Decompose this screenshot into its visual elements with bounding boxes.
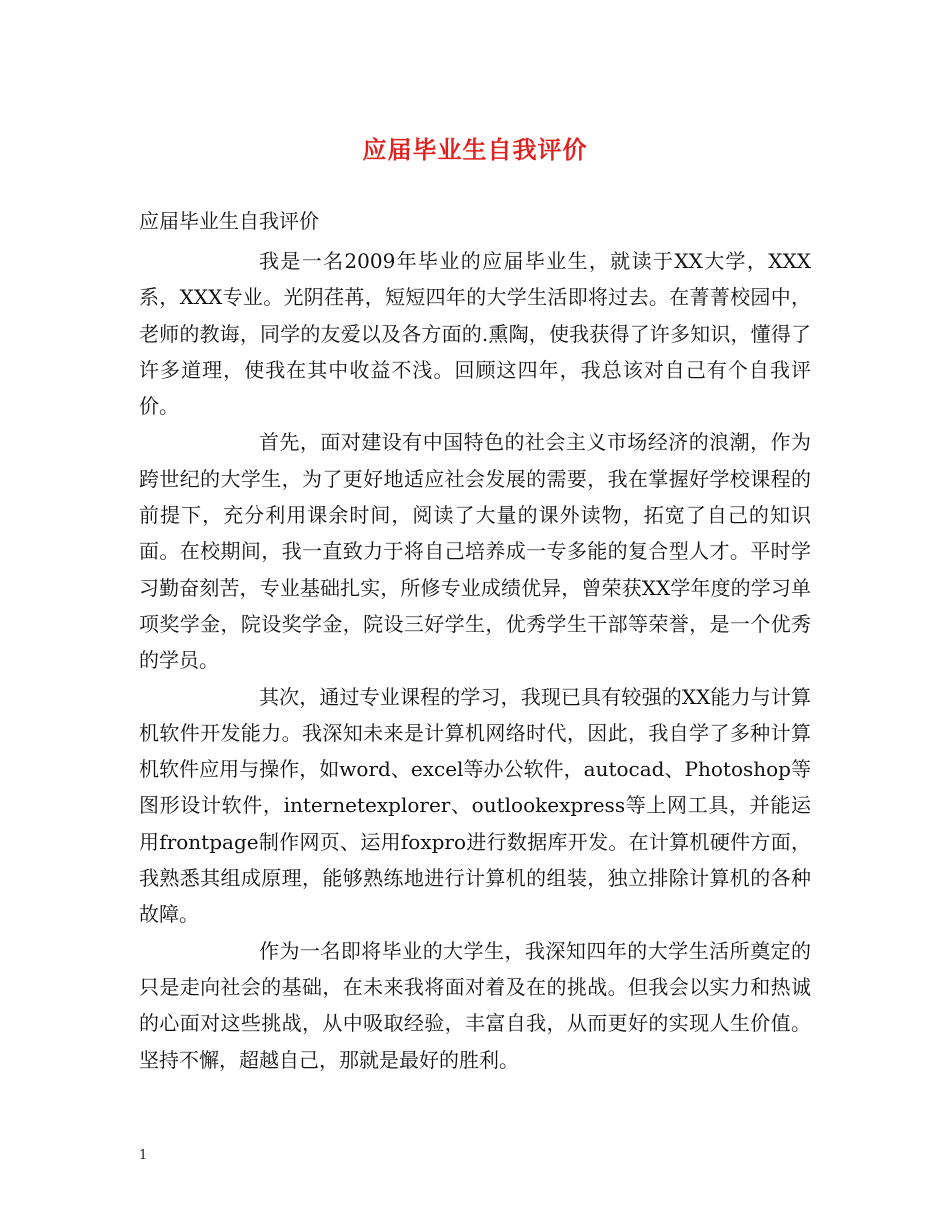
paragraph-study: 首先，面对建设有中国特色的社会主义市场经济的浪潮，作为跨世纪的大学生，为了更好地适应社会发展的需要，我在掌握好学校课程的前提下，充分利用课余时间，阅读了大量的课外读物，拓宽了自己的知识面。在校期间，我一直致力于将自己培养成一专多能的复合型人才。平时学习勤奋刻苦，专业基础扎实，所修专业成绩优异，曾荣获XX学年度的学习单项奖学金，院设奖学金，院设三好学生，优秀学生干部等荣誉，是一个优秀的学员。: [139, 430, 811, 673]
document-title: 应届毕业生自我评价: [362, 135, 588, 164]
paragraph-conclusion: 作为一名即将毕业的大学生，我深知四年的大学生活所奠定的只是走向社会的基础，在未来我将面对着及在的挑战。但我会以实力和热诚的心面对这些挑战，从中吸取经验，丰富自我，从而更好的实现人生价值。坚持不懈，超越自己，那就是最好的胜利。: [139, 938, 811, 1072]
page-number: 1: [139, 1148, 148, 1163]
document-body: [139, 243, 811, 1078]
paragraph-skills: 其次，通过专业课程的学习，我现已具有较强的XX能力与计算机软件开发能力。我深知未来是计算机网络时代，因此，我自学了多种计算机软件应用与操作，如word、excel等办公软件，autocad、Photoshop等图形设计软件，internetexplorer、outlookexpress等上网工具，并能运用frontpage制作网页、运用foxpro进行数据库开发。在计算机硬件方面，我熟悉其组成原理，能够熟练地进行计算机的组装，独立排除计算机的各种故障。: [139, 684, 811, 927]
paragraph-intro: 我是一名2009年毕业的应届毕业生，就读于XX大学，XXX系，XXX专业。光阴荏苒，短短四年的大学生活即将过去。在菁菁校园中，老师的教诲，同学的友爱以及各方面的.熏陶，使我获得了许多知识，懂得了许多道理，使我在其中收益不浅。回顾这四年，我总该对自己有个自我评价。: [139, 249, 811, 419]
document-subtitle: 应届毕业生自我评价: [139, 209, 319, 233]
